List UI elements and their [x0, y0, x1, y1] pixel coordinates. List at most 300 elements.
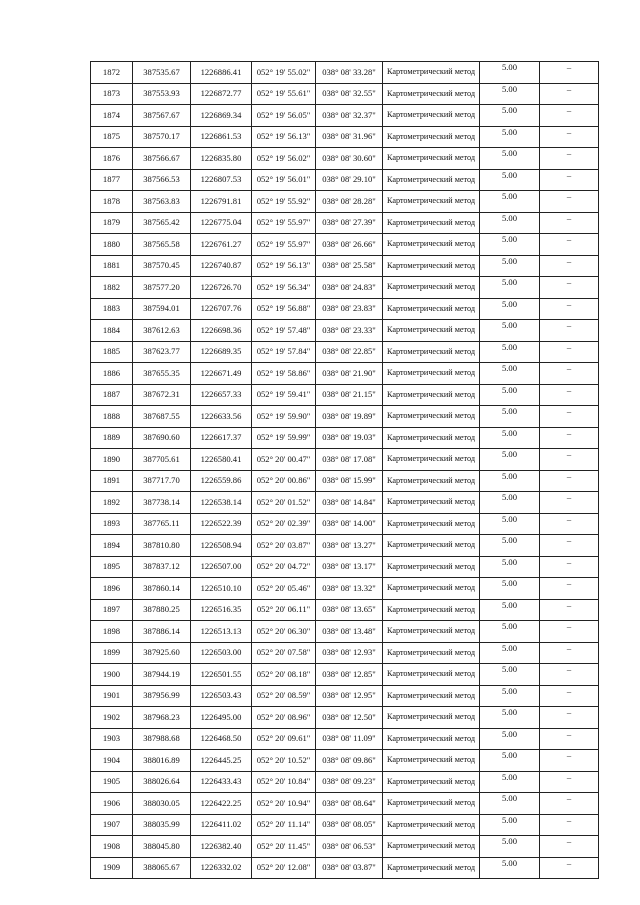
longitude-cell: 038° 08' 12.50" [316, 707, 383, 729]
table-row [91, 298, 599, 320]
method-cell: Картометрический метод [383, 341, 480, 363]
method-cell: Картометрический метод [383, 556, 480, 578]
point-number-cell: 1886 [91, 363, 133, 385]
latitude-cell: 052° 20' 07.58" [252, 642, 316, 664]
y-coordinate-cell: 1226332.02 [191, 857, 252, 879]
x-coordinate-cell: 387810.80 [133, 535, 191, 557]
latitude-cell: 052° 20' 04.72" [252, 556, 316, 578]
x-coordinate-cell: 387577.20 [133, 277, 191, 299]
latitude-cell: 052° 20' 08.18" [252, 664, 316, 686]
latitude-cell: 052° 19' 56.01" [252, 169, 316, 191]
method-cell: Картометрический метод [383, 191, 480, 213]
accuracy-cell: 5.00 [480, 814, 540, 836]
table-row [91, 105, 599, 127]
latitude-cell: 052° 19' 59.90" [252, 406, 316, 428]
note-cell: – [540, 470, 599, 492]
latitude-cell: 052° 20' 10.52" [252, 750, 316, 772]
latitude-cell: 052° 19' 57.48" [252, 320, 316, 342]
point-number-cell: 1894 [91, 535, 133, 557]
method-cell: Картометрический метод [383, 169, 480, 191]
accuracy-cell: 5.00 [480, 255, 540, 277]
point-number-cell: 1902 [91, 707, 133, 729]
longitude-cell: 038° 08' 24.83" [316, 277, 383, 299]
longitude-cell: 038° 08' 06.53" [316, 836, 383, 858]
accuracy-cell: 5.00 [480, 62, 540, 84]
method-cell: Картометрический метод [383, 234, 480, 256]
method-cell: Картометрический метод [383, 470, 480, 492]
table-row [91, 234, 599, 256]
table-row [91, 599, 599, 621]
note-cell: – [540, 793, 599, 815]
longitude-cell: 038° 08' 08.64" [316, 793, 383, 815]
method-cell: Картометрический метод [383, 105, 480, 127]
method-cell: Картометрический метод [383, 728, 480, 750]
note-cell: – [540, 320, 599, 342]
point-number-cell: 1877 [91, 169, 133, 191]
accuracy-cell: 5.00 [480, 664, 540, 686]
latitude-cell: 052° 20' 11.45" [252, 836, 316, 858]
accuracy-cell: 5.00 [480, 470, 540, 492]
method-cell: Картометрический метод [383, 298, 480, 320]
note-cell: – [540, 406, 599, 428]
y-coordinate-cell: 1226495.00 [191, 707, 252, 729]
table-row [91, 707, 599, 729]
point-number-cell: 1901 [91, 685, 133, 707]
table-row [91, 449, 599, 471]
table-row [91, 556, 599, 578]
latitude-cell: 052° 20' 00.86" [252, 470, 316, 492]
method-cell: Картометрический метод [383, 384, 480, 406]
point-number-cell: 1903 [91, 728, 133, 750]
latitude-cell: 052° 19' 59.41" [252, 384, 316, 406]
point-number-cell: 1879 [91, 212, 133, 234]
x-coordinate-cell: 387880.25 [133, 599, 191, 621]
accuracy-cell: 5.00 [480, 513, 540, 535]
latitude-cell: 052° 20' 03.87" [252, 535, 316, 557]
point-number-cell: 1909 [91, 857, 133, 879]
longitude-cell: 038° 08' 12.85" [316, 664, 383, 686]
latitude-cell: 052° 20' 11.14" [252, 814, 316, 836]
table-row [91, 212, 599, 234]
y-coordinate-cell: 1226633.56 [191, 406, 252, 428]
method-cell: Картометрический метод [383, 621, 480, 643]
longitude-cell: 038° 08' 13.65" [316, 599, 383, 621]
note-cell: – [540, 449, 599, 471]
x-coordinate-cell: 387968.23 [133, 707, 191, 729]
method-cell: Картометрический метод [383, 277, 480, 299]
x-coordinate-cell: 387612.63 [133, 320, 191, 342]
y-coordinate-cell: 1226807.53 [191, 169, 252, 191]
longitude-cell: 038° 08' 09.23" [316, 771, 383, 793]
y-coordinate-cell: 1226726.70 [191, 277, 252, 299]
y-coordinate-cell: 1226886.41 [191, 62, 252, 84]
x-coordinate-cell: 387565.58 [133, 234, 191, 256]
coordinates-table-body [91, 62, 599, 879]
accuracy-cell: 5.00 [480, 771, 540, 793]
method-cell: Картометрический метод [383, 793, 480, 815]
latitude-cell: 052° 19' 55.92" [252, 191, 316, 213]
note-cell: – [540, 599, 599, 621]
latitude-cell: 052° 19' 56.34" [252, 277, 316, 299]
x-coordinate-cell: 387705.61 [133, 449, 191, 471]
table-row [91, 83, 599, 105]
y-coordinate-cell: 1226761.27 [191, 234, 252, 256]
point-number-cell: 1905 [91, 771, 133, 793]
accuracy-cell: 5.00 [480, 126, 540, 148]
point-number-cell: 1906 [91, 793, 133, 815]
table-row [91, 728, 599, 750]
accuracy-cell: 5.00 [480, 621, 540, 643]
table-row [91, 664, 599, 686]
y-coordinate-cell: 1226835.80 [191, 148, 252, 170]
x-coordinate-cell: 387566.53 [133, 169, 191, 191]
note-cell: – [540, 363, 599, 385]
y-coordinate-cell: 1226513.13 [191, 621, 252, 643]
table-row [91, 492, 599, 514]
note-cell: – [540, 556, 599, 578]
x-coordinate-cell: 387567.67 [133, 105, 191, 127]
accuracy-cell: 5.00 [480, 556, 540, 578]
accuracy-cell: 5.00 [480, 83, 540, 105]
point-number-cell: 1887 [91, 384, 133, 406]
latitude-cell: 052° 19' 57.84" [252, 341, 316, 363]
x-coordinate-cell: 388026.64 [133, 771, 191, 793]
x-coordinate-cell: 387860.14 [133, 578, 191, 600]
note-cell: – [540, 836, 599, 858]
point-number-cell: 1908 [91, 836, 133, 858]
longitude-cell: 038° 08' 12.95" [316, 685, 383, 707]
latitude-cell: 052° 20' 00.47" [252, 449, 316, 471]
accuracy-cell: 5.00 [480, 169, 540, 191]
table-row [91, 685, 599, 707]
method-cell: Картометрический метод [383, 363, 480, 385]
note-cell: – [540, 664, 599, 686]
latitude-cell: 052° 19' 56.13" [252, 255, 316, 277]
x-coordinate-cell: 387717.70 [133, 470, 191, 492]
y-coordinate-cell: 1226538.14 [191, 492, 252, 514]
table-row [91, 191, 599, 213]
note-cell: – [540, 255, 599, 277]
table-row [91, 169, 599, 191]
note-cell: – [540, 771, 599, 793]
longitude-cell: 038° 08' 33.28" [316, 62, 383, 84]
accuracy-cell: 5.00 [480, 793, 540, 815]
note-cell: – [540, 126, 599, 148]
latitude-cell: 052° 20' 02.39" [252, 513, 316, 535]
note-cell: – [540, 169, 599, 191]
x-coordinate-cell: 387535.67 [133, 62, 191, 84]
table-row [91, 470, 599, 492]
accuracy-cell: 5.00 [480, 707, 540, 729]
latitude-cell: 052° 19' 55.02" [252, 62, 316, 84]
point-number-cell: 1907 [91, 814, 133, 836]
latitude-cell: 052° 19' 59.99" [252, 427, 316, 449]
latitude-cell: 052° 19' 56.05" [252, 105, 316, 127]
x-coordinate-cell: 388035.99 [133, 814, 191, 836]
y-coordinate-cell: 1226580.41 [191, 449, 252, 471]
y-coordinate-cell: 1226503.00 [191, 642, 252, 664]
point-number-cell: 1897 [91, 599, 133, 621]
method-cell: Картометрический метод [383, 449, 480, 471]
method-cell: Картометрический метод [383, 664, 480, 686]
point-number-cell: 1899 [91, 642, 133, 664]
y-coordinate-cell: 1226445.25 [191, 750, 252, 772]
longitude-cell: 038° 08' 17.08" [316, 449, 383, 471]
latitude-cell: 052° 20' 05.46" [252, 578, 316, 600]
method-cell: Картометрический метод [383, 578, 480, 600]
latitude-cell: 052° 20' 08.96" [252, 707, 316, 729]
y-coordinate-cell: 1226501.55 [191, 664, 252, 686]
table-row [91, 384, 599, 406]
accuracy-cell: 5.00 [480, 642, 540, 664]
x-coordinate-cell: 387687.55 [133, 406, 191, 428]
coordinates-table [90, 61, 599, 879]
longitude-cell: 038° 08' 26.66" [316, 234, 383, 256]
note-cell: – [540, 492, 599, 514]
latitude-cell: 052° 20' 06.30" [252, 621, 316, 643]
point-number-cell: 1884 [91, 320, 133, 342]
y-coordinate-cell: 1226689.35 [191, 341, 252, 363]
x-coordinate-cell: 387738.14 [133, 492, 191, 514]
longitude-cell: 038° 08' 14.84" [316, 492, 383, 514]
table-row [91, 836, 599, 858]
x-coordinate-cell: 387553.93 [133, 83, 191, 105]
latitude-cell: 052° 20' 10.84" [252, 771, 316, 793]
method-cell: Картометрический метод [383, 427, 480, 449]
longitude-cell: 038° 08' 23.83" [316, 298, 383, 320]
table-row [91, 62, 599, 84]
method-cell: Картометрический метод [383, 492, 480, 514]
note-cell: – [540, 578, 599, 600]
point-number-cell: 1878 [91, 191, 133, 213]
accuracy-cell: 5.00 [480, 212, 540, 234]
note-cell: – [540, 535, 599, 557]
note-cell: – [540, 298, 599, 320]
accuracy-cell: 5.00 [480, 857, 540, 879]
point-number-cell: 1876 [91, 148, 133, 170]
point-number-cell: 1896 [91, 578, 133, 600]
accuracy-cell: 5.00 [480, 750, 540, 772]
latitude-cell: 052° 19' 56.88" [252, 298, 316, 320]
note-cell: – [540, 105, 599, 127]
table-row [91, 513, 599, 535]
method-cell: Картометрический метод [383, 535, 480, 557]
y-coordinate-cell: 1226411.02 [191, 814, 252, 836]
point-number-cell: 1882 [91, 277, 133, 299]
longitude-cell: 038° 08' 32.37" [316, 105, 383, 127]
longitude-cell: 038° 08' 12.93" [316, 642, 383, 664]
x-coordinate-cell: 387566.67 [133, 148, 191, 170]
method-cell: Картометрический метод [383, 685, 480, 707]
latitude-cell: 052° 19' 58.86" [252, 363, 316, 385]
accuracy-cell: 5.00 [480, 836, 540, 858]
table-row [91, 535, 599, 557]
point-number-cell: 1891 [91, 470, 133, 492]
point-number-cell: 1895 [91, 556, 133, 578]
point-number-cell: 1880 [91, 234, 133, 256]
longitude-cell: 038° 08' 27.39" [316, 212, 383, 234]
y-coordinate-cell: 1226433.43 [191, 771, 252, 793]
table-row [91, 406, 599, 428]
longitude-cell: 038° 08' 32.55" [316, 83, 383, 105]
point-number-cell: 1875 [91, 126, 133, 148]
y-coordinate-cell: 1226617.37 [191, 427, 252, 449]
longitude-cell: 038° 08' 28.28" [316, 191, 383, 213]
point-number-cell: 1881 [91, 255, 133, 277]
x-coordinate-cell: 387886.14 [133, 621, 191, 643]
longitude-cell: 038° 08' 22.85" [316, 341, 383, 363]
point-number-cell: 1883 [91, 298, 133, 320]
table-row [91, 126, 599, 148]
note-cell: – [540, 642, 599, 664]
method-cell: Картометрический метод [383, 62, 480, 84]
point-number-cell: 1872 [91, 62, 133, 84]
method-cell: Картометрический метод [383, 750, 480, 772]
y-coordinate-cell: 1226872.77 [191, 83, 252, 105]
accuracy-cell: 5.00 [480, 535, 540, 557]
table-row [91, 771, 599, 793]
x-coordinate-cell: 388030.05 [133, 793, 191, 815]
latitude-cell: 052° 20' 08.59" [252, 685, 316, 707]
note-cell: – [540, 191, 599, 213]
longitude-cell: 038° 08' 13.32" [316, 578, 383, 600]
y-coordinate-cell: 1226671.49 [191, 363, 252, 385]
x-coordinate-cell: 387765.11 [133, 513, 191, 535]
method-cell: Картометрический метод [383, 255, 480, 277]
x-coordinate-cell: 387563.83 [133, 191, 191, 213]
accuracy-cell: 5.00 [480, 427, 540, 449]
accuracy-cell: 5.00 [480, 406, 540, 428]
latitude-cell: 052° 19' 55.61" [252, 83, 316, 105]
table-row [91, 427, 599, 449]
longitude-cell: 038° 08' 09.86" [316, 750, 383, 772]
accuracy-cell: 5.00 [480, 148, 540, 170]
longitude-cell: 038° 08' 15.99" [316, 470, 383, 492]
longitude-cell: 038° 08' 13.27" [316, 535, 383, 557]
y-coordinate-cell: 1226698.36 [191, 320, 252, 342]
accuracy-cell: 5.00 [480, 191, 540, 213]
y-coordinate-cell: 1226510.10 [191, 578, 252, 600]
y-coordinate-cell: 1226775.04 [191, 212, 252, 234]
longitude-cell: 038° 08' 14.00" [316, 513, 383, 535]
y-coordinate-cell: 1226422.25 [191, 793, 252, 815]
note-cell: – [540, 685, 599, 707]
y-coordinate-cell: 1226508.94 [191, 535, 252, 557]
longitude-cell: 038° 08' 21.90" [316, 363, 383, 385]
x-coordinate-cell: 387570.17 [133, 126, 191, 148]
x-coordinate-cell: 387988.68 [133, 728, 191, 750]
y-coordinate-cell: 1226503.43 [191, 685, 252, 707]
table-row [91, 320, 599, 342]
longitude-cell: 038° 08' 30.60" [316, 148, 383, 170]
point-number-cell: 1892 [91, 492, 133, 514]
x-coordinate-cell: 387672.31 [133, 384, 191, 406]
note-cell: – [540, 513, 599, 535]
longitude-cell: 038° 08' 19.03" [316, 427, 383, 449]
latitude-cell: 052° 19' 55.97" [252, 234, 316, 256]
longitude-cell: 038° 08' 31.96" [316, 126, 383, 148]
note-cell: – [540, 384, 599, 406]
longitude-cell: 038° 08' 13.48" [316, 621, 383, 643]
table-row [91, 857, 599, 879]
method-cell: Картометрический метод [383, 707, 480, 729]
method-cell: Картометрический метод [383, 126, 480, 148]
y-coordinate-cell: 1226468.50 [191, 728, 252, 750]
y-coordinate-cell: 1226559.86 [191, 470, 252, 492]
longitude-cell: 038° 08' 25.58" [316, 255, 383, 277]
note-cell: – [540, 728, 599, 750]
point-number-cell: 1890 [91, 449, 133, 471]
table-row [91, 578, 599, 600]
longitude-cell: 038° 08' 13.17" [316, 556, 383, 578]
longitude-cell: 038° 08' 03.87" [316, 857, 383, 879]
note-cell: – [540, 857, 599, 879]
note-cell: – [540, 750, 599, 772]
method-cell: Картометрический метод [383, 814, 480, 836]
latitude-cell: 052° 19' 56.13" [252, 126, 316, 148]
note-cell: – [540, 427, 599, 449]
accuracy-cell: 5.00 [480, 578, 540, 600]
method-cell: Картометрический метод [383, 836, 480, 858]
note-cell: – [540, 707, 599, 729]
latitude-cell: 052° 20' 06.11" [252, 599, 316, 621]
accuracy-cell: 5.00 [480, 599, 540, 621]
note-cell: – [540, 277, 599, 299]
accuracy-cell: 5.00 [480, 277, 540, 299]
point-number-cell: 1904 [91, 750, 133, 772]
x-coordinate-cell: 387956.99 [133, 685, 191, 707]
table-row [91, 621, 599, 643]
method-cell: Картометрический метод [383, 212, 480, 234]
accuracy-cell: 5.00 [480, 728, 540, 750]
point-number-cell: 1889 [91, 427, 133, 449]
y-coordinate-cell: 1226382.40 [191, 836, 252, 858]
latitude-cell: 052° 20' 10.94" [252, 793, 316, 815]
method-cell: Картометрический метод [383, 599, 480, 621]
accuracy-cell: 5.00 [480, 363, 540, 385]
x-coordinate-cell: 387570.45 [133, 255, 191, 277]
x-coordinate-cell: 387565.42 [133, 212, 191, 234]
x-coordinate-cell: 387837.12 [133, 556, 191, 578]
y-coordinate-cell: 1226657.33 [191, 384, 252, 406]
x-coordinate-cell: 387623.77 [133, 341, 191, 363]
latitude-cell: 052° 20' 12.08" [252, 857, 316, 879]
y-coordinate-cell: 1226740.87 [191, 255, 252, 277]
point-number-cell: 1900 [91, 664, 133, 686]
method-cell: Картометрический метод [383, 771, 480, 793]
y-coordinate-cell: 1226861.53 [191, 126, 252, 148]
latitude-cell: 052° 19' 56.02" [252, 148, 316, 170]
y-coordinate-cell: 1226791.81 [191, 191, 252, 213]
note-cell: – [540, 83, 599, 105]
table-row [91, 255, 599, 277]
accuracy-cell: 5.00 [480, 105, 540, 127]
note-cell: – [540, 62, 599, 84]
accuracy-cell: 5.00 [480, 449, 540, 471]
longitude-cell: 038° 08' 08.05" [316, 814, 383, 836]
y-coordinate-cell: 1226507.00 [191, 556, 252, 578]
y-coordinate-cell: 1226869.34 [191, 105, 252, 127]
x-coordinate-cell: 388045.80 [133, 836, 191, 858]
x-coordinate-cell: 387655.35 [133, 363, 191, 385]
longitude-cell: 038° 08' 29.10" [316, 169, 383, 191]
table-row [91, 363, 599, 385]
method-cell: Картометрический метод [383, 406, 480, 428]
table-row [91, 814, 599, 836]
longitude-cell: 038° 08' 19.89" [316, 406, 383, 428]
method-cell: Картометрический метод [383, 148, 480, 170]
accuracy-cell: 5.00 [480, 341, 540, 363]
